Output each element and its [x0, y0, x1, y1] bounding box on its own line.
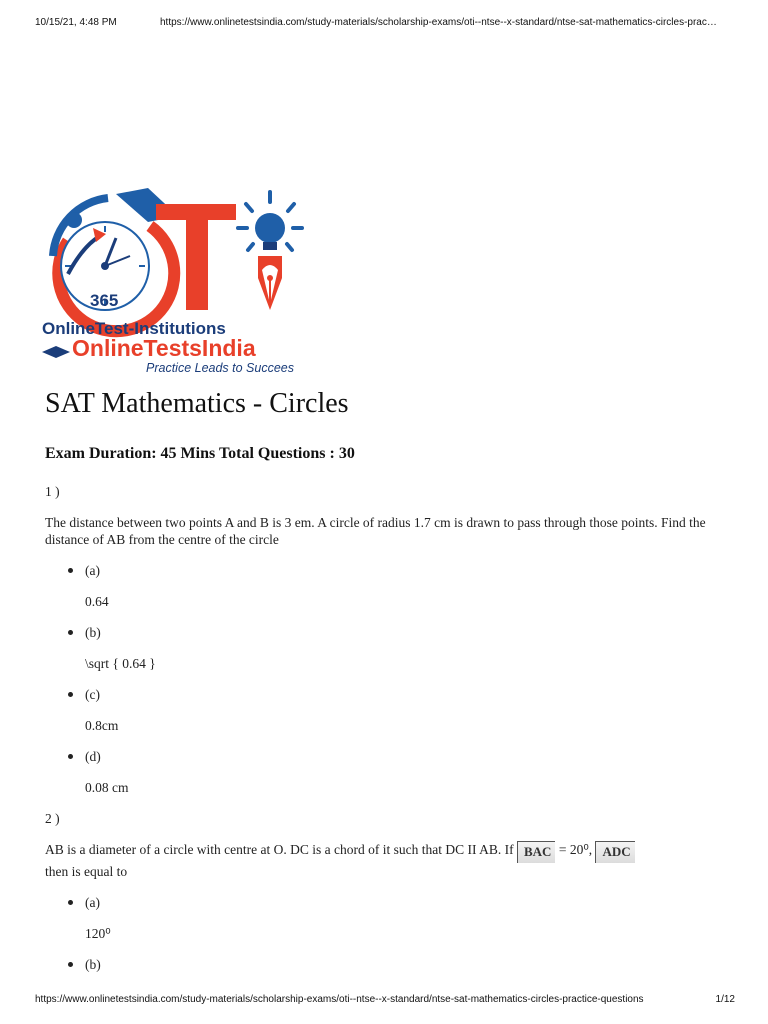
print-header [35, 17, 738, 31]
angle-adc-image: ADC [595, 841, 634, 863]
option-a[interactable] [85, 562, 725, 610]
bullet-icon [68, 568, 73, 573]
question-number: 2 ) [45, 811, 60, 826]
option-c[interactable] [85, 686, 725, 734]
option-value: \sqrt { 0.64 } [85, 656, 156, 671]
question-text-part: = 20⁰, [555, 842, 596, 857]
question-text: The distance between two points A and B is 3 em. A circle of radius 1.7 cm is drawn to pass through those points. Find the distance of AB from the centre of the circle [45, 515, 706, 547]
option-value: 120⁰ [85, 926, 111, 941]
question-text [45, 841, 725, 880]
footer-url: https://www.onlinetestsindia.com/study-materials/scholarship-exams/oti--ntse--x-standard/ntse-sat-mathematics-circles-practice-questions [35, 994, 644, 1005]
option-label: (d) [85, 749, 101, 764]
bullet-icon [68, 630, 73, 635]
question-1 [45, 483, 725, 796]
angle-bac-image: BAC [517, 841, 555, 863]
option-d[interactable] [85, 748, 725, 796]
site-logo[interactable] [38, 186, 328, 378]
logo-graphic [38, 186, 328, 378]
bullet-icon [68, 692, 73, 697]
page-number: 1/12 [715, 994, 735, 1005]
bullet-icon [68, 962, 73, 967]
option-label: (a) [85, 563, 100, 578]
option-label: (b) [85, 625, 101, 640]
option-list [45, 562, 725, 796]
option-b[interactable] [85, 624, 725, 672]
logo-tagline: Practice Leads to Succees [146, 361, 294, 375]
option-value: 0.64 [85, 594, 109, 609]
print-footer [35, 994, 738, 1008]
option-value: 0.08 cm [85, 780, 129, 795]
logo-line2: OnlineTestsIndia [72, 335, 256, 361]
page-title: SAT Mathematics - Circles [45, 388, 349, 419]
print-url: https://www.onlinetestsindia.com/study-materials/scholarship-exams/oti--ntse--x-standard/ntse-sat-mathematics-circles-prac… [160, 17, 717, 28]
option-label: (a) [85, 895, 100, 910]
option-a[interactable] [85, 894, 725, 942]
logo-bulb [255, 213, 285, 243]
logo-line1: OnlineTest-Institutions [42, 319, 226, 338]
logo-mortarboard-icon [42, 346, 70, 358]
logo-365: 365 [90, 291, 119, 310]
question-number: 1 ) [45, 484, 60, 499]
option-list [45, 894, 725, 973]
question-text-part: AB is a diameter of a circle with centre at O. DC is a chord of it such that DC II AB. If [45, 842, 517, 857]
exam-meta: Exam Duration: 45 Mins Total Questions : 30 [45, 445, 355, 462]
option-value: 0.8cm [85, 718, 119, 733]
question-list [45, 483, 725, 973]
bullet-icon [68, 754, 73, 759]
option-label: (c) [85, 687, 100, 702]
question-text-part: then is equal to [45, 864, 128, 879]
option-label: (b) [85, 957, 101, 972]
print-date: 10/15/21, 4:48 PM [35, 17, 117, 28]
bullet-icon [68, 900, 73, 905]
option-b[interactable] [85, 956, 725, 973]
question-2 [45, 810, 725, 973]
